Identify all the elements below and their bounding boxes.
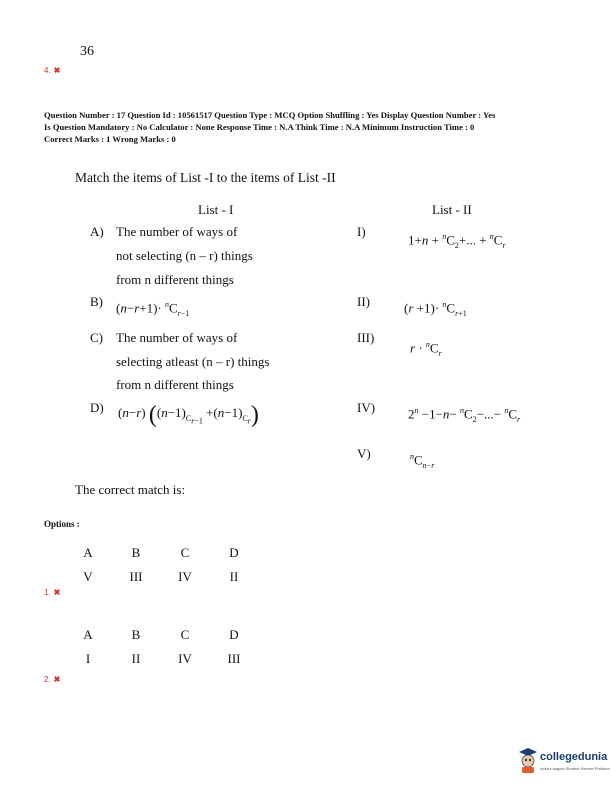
list-2-iii-formula: $r \cdot ^nC_r$ — [410, 340, 442, 358]
option-2-tag[interactable] — [44, 675, 60, 684]
list-1-a-line-1: The number of ways of — [116, 224, 238, 239]
list-1-c-line-3: from n different things — [116, 377, 234, 392]
list-1-label-d: D) — [90, 400, 104, 415]
logo-tagline: India's largest Student Review Platform — [540, 766, 610, 771]
question-stem: Match the items of List -I to the items of List -II — [75, 170, 336, 185]
option-2-header-d: D — [229, 627, 239, 642]
list-1-c-line-2: selecting atleast (n – r) things — [116, 354, 270, 369]
list-2-ii-formula: $(r +1)\cdot ^nC_{r+1}$ — [404, 300, 467, 318]
question-meta-line-1: Question Number : 17 Question Id : 10561517 Question Type : MCQ Option Shuffling : Yes Display Question Number : Yes — [44, 110, 496, 120]
question-closing: The correct match is: — [75, 482, 186, 497]
list-2-iv-formula: $2^n -1-n- ^nC_2-...- ^nC_r$ — [408, 406, 521, 424]
question-meta-line-2: Is Question Mandatory : No Calculator : None Response Time : N.A Think Time : N.A Minimum Instruction Time : 0 — [44, 122, 475, 132]
list-1-a-line-3: from n different things — [116, 272, 234, 287]
option-2-value-a: I — [85, 651, 91, 666]
option-2-value-c: IV — [178, 651, 192, 666]
list-2-label-i: I) — [357, 224, 366, 239]
option-number: 4. — [44, 66, 51, 75]
option-1-number: 1. — [44, 588, 51, 597]
option-1-tag[interactable] — [44, 588, 60, 597]
previous-option-tag — [44, 66, 60, 75]
option-1-value-c: IV — [178, 569, 192, 584]
list-1-c-line-1: The number of ways of — [116, 330, 238, 345]
list-1-d-formula: (n−r) $((n-1)_{C_{r-1}} +(n-1)_{C_r})$ — [118, 402, 259, 428]
option-1-header-a: A — [83, 545, 93, 560]
list-2-label-v: V) — [357, 446, 371, 461]
option-2-number: 2. — [44, 675, 51, 684]
question-meta-line-3: Correct Marks : 1 Wrong Marks : 0 — [44, 134, 176, 144]
list-1-label-b: B) — [90, 294, 103, 309]
list-2-header: List - II — [432, 202, 472, 217]
option-2-header-b: B — [131, 627, 141, 642]
list-1-label-a: A) — [90, 224, 104, 239]
mascot-icon — [518, 747, 538, 773]
list-2-label-iv: IV) — [357, 400, 376, 415]
list-1-label-c: C) — [90, 330, 103, 345]
option-1-value-a: V — [83, 569, 93, 584]
option-1-header-b: B — [131, 545, 141, 560]
wrong-mark-icon: ✖ — [53, 66, 61, 75]
option-1-value-b: III — [129, 569, 143, 584]
option-2-header-c: C — [180, 627, 190, 642]
option-2-value-b: II — [131, 651, 141, 666]
option-2-header-a: A — [83, 627, 93, 642]
logo-name: collegedunia — [540, 751, 608, 763]
page-number: 36 — [80, 44, 94, 59]
wrong-mark-icon: ✖ — [53, 588, 61, 597]
option-2-value-d: III — [227, 651, 241, 666]
option-1-header-c: C — [180, 545, 190, 560]
list-1-b-formula: $(n-r+1)\cdot ^nC_{r-1}$ — [116, 300, 190, 318]
list-2-label-iii: III) — [357, 330, 375, 345]
list-1-a-line-2: not selecting (n – r) things — [116, 248, 253, 263]
option-1-value-d: II — [229, 569, 239, 584]
list-2-v-formula: $^nC_{n-r}$ — [410, 452, 435, 470]
options-label: Options : — [44, 519, 80, 529]
list-2-i-formula: $1+n + ^nC_2+$... + $^nC_r$ — [408, 232, 506, 250]
option-1-header-d: D — [229, 545, 239, 560]
list-1-header: List - I — [198, 202, 234, 217]
list-2-label-ii: II) — [357, 294, 370, 309]
wrong-mark-icon: ✖ — [53, 675, 61, 684]
